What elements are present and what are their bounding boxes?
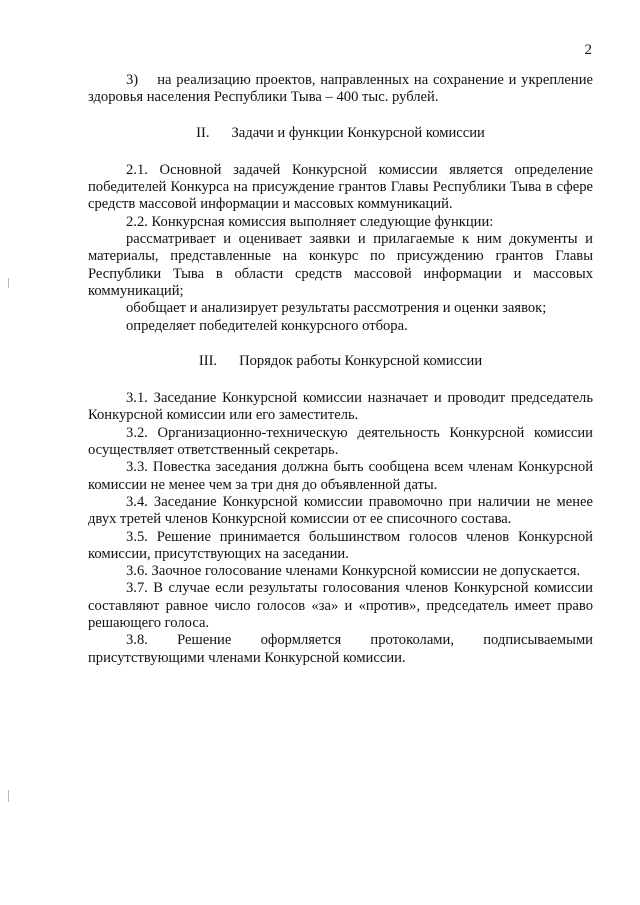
- paragraph-3-5: 3.5. Решение принимается большинством голосов членов Конкурсной комиссии, присутствующих на заседании.: [88, 528, 593, 562]
- function-item: определяет победителей конкурсного отбора.: [126, 317, 408, 334]
- scan-edge-mark: [8, 790, 9, 802]
- document-body: [88, 72, 593, 667]
- scan-edge-mark: [8, 278, 9, 288]
- section-title: Порядок работы Конкурсной комиссии: [239, 352, 483, 369]
- paragraph-3-2: 3.2. Организационно-техническую деятельность Конкурсной комиссии осуществляет ответственный секретарь.: [88, 424, 593, 459]
- function-item: рассматривает и оценивает заявки и прилагаемые к ним документы и материалы, представленные на конкурс по присуждению грантов Главы Республики Тыва в области средств массовой информации и массовых коммуникаций;: [88, 231, 593, 299]
- section-heading-2: [88, 125, 593, 142]
- section-title: Задачи и функции Конкурсной комиссии: [231, 124, 485, 141]
- section-heading-3: [88, 353, 593, 370]
- paragraph-item-3: 3) на реализацию проектов, направленных на сохранение и укрепление здоровья населения Республики Тыва – 400 тыс. рублей.: [88, 72, 593, 106]
- paragraph-3-1: 3.1. Заседание Конкурсной комиссии назначает и проводит председатель Конкурсной комиссии или его заместитель.: [88, 390, 593, 424]
- paragraph-3-4: 3.4. Заседание Конкурсной комиссии правомочно при наличии не менее двух третей членов Конкурсной комиссии от ее списочного состава.: [88, 493, 593, 528]
- paragraph-2-2: 2.2. Конкурсная комиссия выполняет следующие функции:: [126, 213, 494, 230]
- section-number: II.: [196, 124, 210, 141]
- paragraph-3-7: 3.7. В случае если результаты голосования членов Конкурсной комиссии составляют равное число голосов «за» и «против», председатель имеет право решающего голоса.: [88, 580, 593, 632]
- paragraph-3-6: 3.6. Заочное голосование членами Конкурсной комиссии не допускается.: [126, 563, 581, 580]
- page-number: 2: [584, 42, 592, 58]
- section-number: III.: [198, 352, 218, 369]
- function-item: обобщает и анализирует результаты рассмотрения и оценки заявок;: [126, 300, 547, 317]
- paragraph-2-1: 2.1. Основной задачей Конкурсной комиссии является определение победителей Конкурса на присуждение грантов Главы Республики Тыва в сфере средств массовой информации и массовых коммуникаций.: [88, 161, 593, 213]
- paragraph-3-8: 3.8. Решение оформляется протоколами, подписываемыми присутствующими членами Конкурсной комиссии.: [88, 632, 593, 666]
- paragraph-3-3: 3.3. Повестка заседания должна быть сообщена всем членам Конкурсной комиссии не менее чем за три дня до объявленной даты.: [88, 459, 593, 493]
